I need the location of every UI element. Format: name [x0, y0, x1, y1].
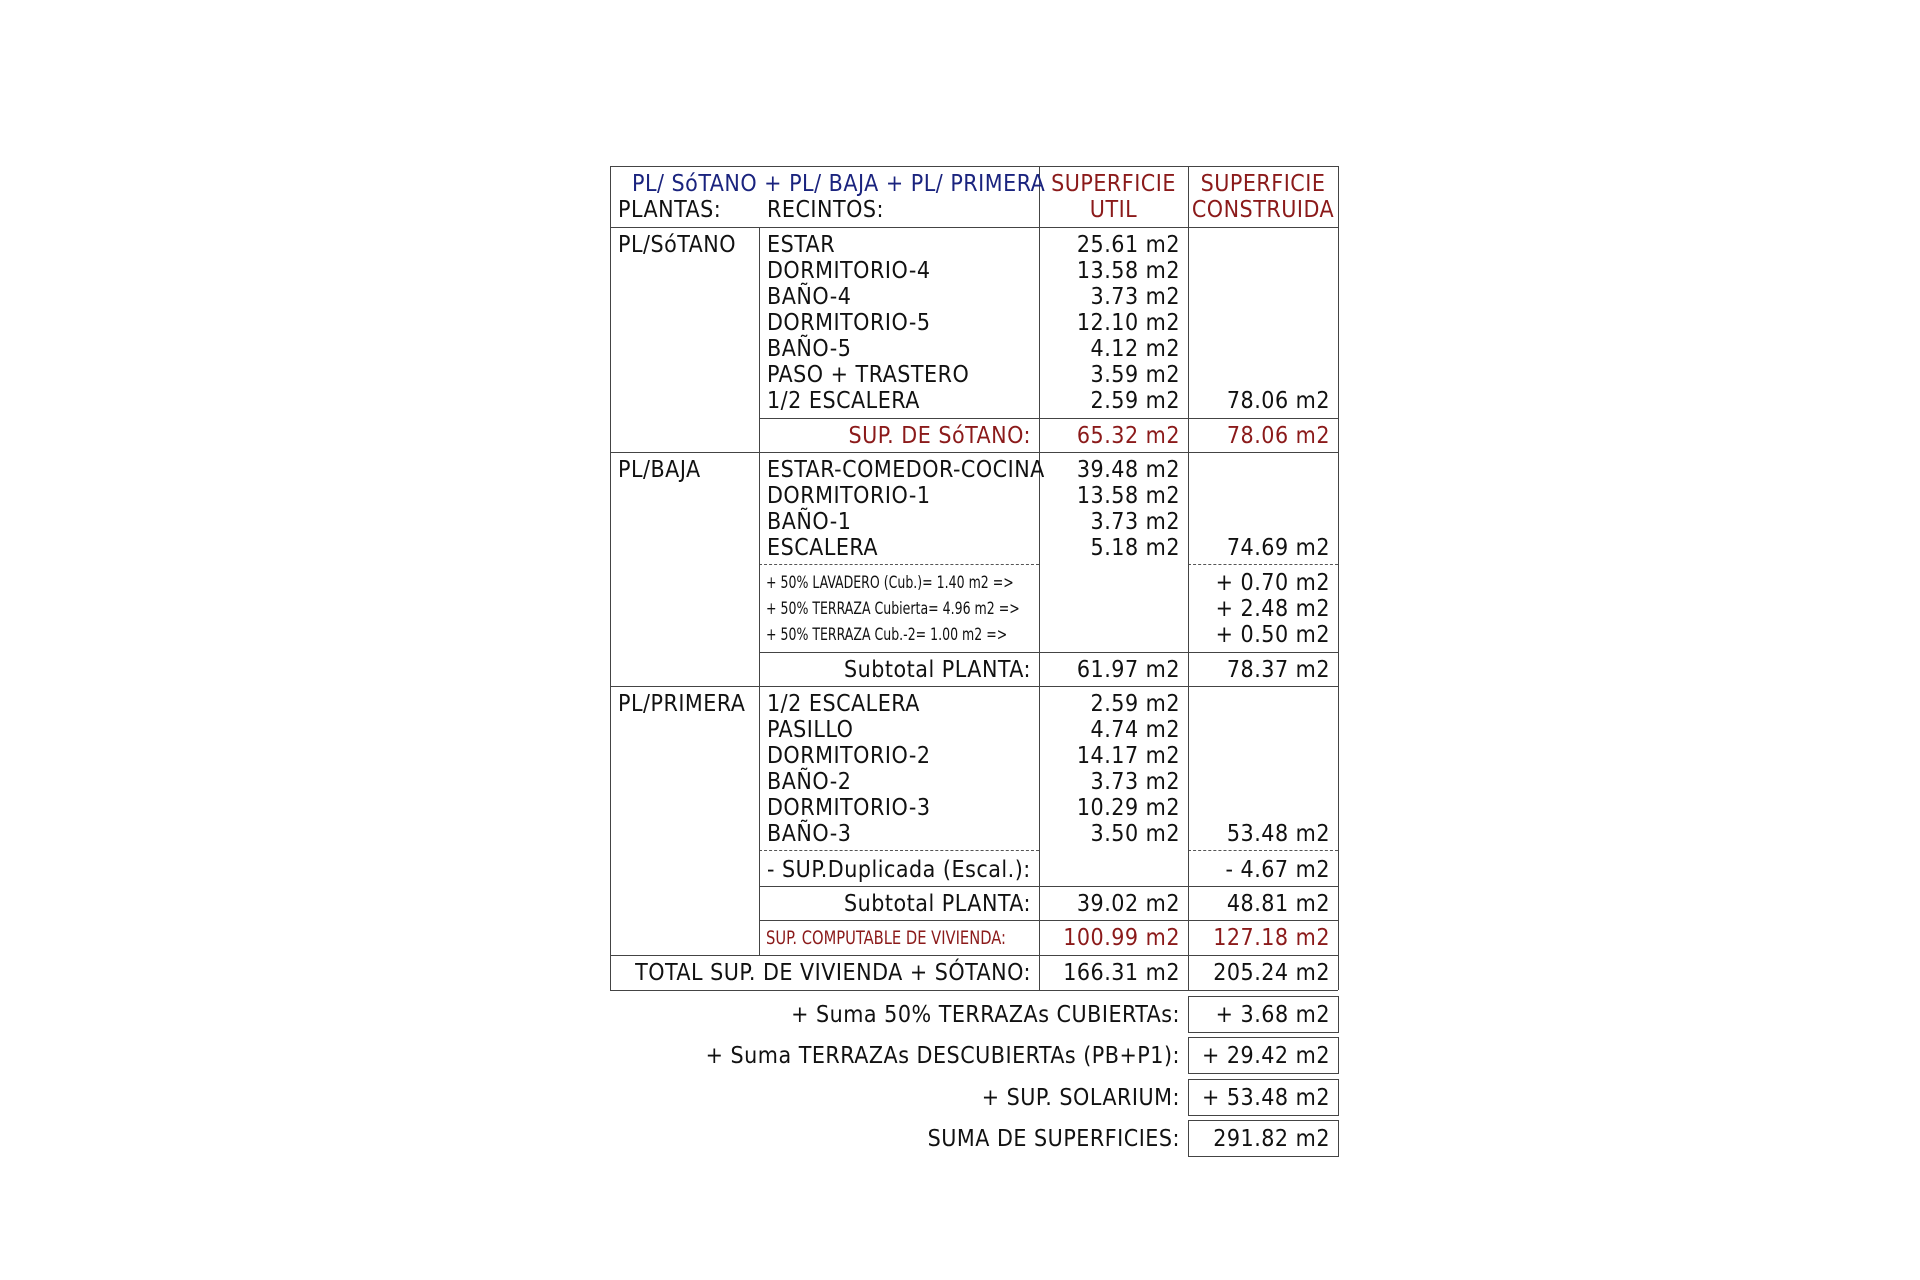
util-value: 2.59 m2 [1090, 388, 1180, 414]
room-name: 1/2 ESCALERA [767, 691, 920, 717]
baja-room-list [767, 457, 1045, 561]
room-name: 1/2 ESCALERA [767, 388, 920, 414]
grid-line [610, 227, 1338, 228]
util-value: 3.73 m2 [1090, 509, 1180, 535]
header-const-2: CONSTRUIDA [1191, 197, 1335, 223]
grid-line [1338, 166, 1339, 990]
sotano-total-label: SUP. DE SóTANO: [848, 423, 1031, 449]
summary-value-suma: 291.82 m2 [1213, 1126, 1330, 1152]
room-name: DORMITORIO-1 [767, 483, 931, 509]
sotano-construida: 78.06 m2 [1226, 388, 1330, 414]
room-name: BAÑO-2 [767, 769, 852, 795]
primera-subtotal-const: 48.81 m2 [1226, 891, 1330, 917]
grid-line [759, 418, 1338, 419]
floor-label-sotano: PL/SóTANO [618, 232, 737, 258]
summary-label-terrazas-cubiertas: + Suma 50% TERRAZAs CUBIERTAs: [791, 1002, 1180, 1028]
grid-line [610, 686, 1338, 687]
primera-util-list [1039, 691, 1180, 847]
baja-extras-list [766, 570, 1075, 648]
summary-value-terrazas-descubiertas: + 29.42 m2 [1201, 1043, 1330, 1069]
grid-line [610, 955, 1338, 956]
grid-line [759, 652, 1338, 653]
room-name: DORMITORIO-2 [767, 743, 931, 769]
util-value: 3.59 m2 [1090, 362, 1180, 388]
baja-subtotal-util: 61.97 m2 [1076, 657, 1180, 683]
grid-line [610, 452, 1338, 453]
util-value: 13.58 m2 [1076, 483, 1180, 509]
summary-value-solarium: + 53.48 m2 [1201, 1085, 1330, 1111]
floor-label-primera: PL/PRIMERA [618, 691, 746, 717]
dashed-line [759, 564, 1039, 565]
sotano-room-list [767, 232, 969, 414]
grid-line [759, 227, 760, 955]
grid-line [759, 920, 1338, 921]
summary-label-solarium: + SUP. SOLARIUM: [981, 1085, 1180, 1111]
grid-line [610, 990, 1338, 991]
room-name: PASILLO [767, 717, 854, 743]
room-name: PASO + TRASTERO [767, 362, 970, 388]
room-name: ESCALERA [767, 535, 879, 561]
header-const-1: SUPERFICIE [1200, 171, 1326, 197]
primera-subtotal-label: Subtotal PLANTA: [844, 891, 1031, 917]
util-value: 10.29 m2 [1076, 795, 1180, 821]
primera-dup-const: - 4.67 m2 [1225, 857, 1330, 883]
grid-line [759, 886, 1338, 887]
extra-item: + 50% LAVADERO (Cub.)= 1.40 m2 => [766, 573, 1014, 593]
primera-construida: 53.48 m2 [1226, 821, 1330, 847]
baja-subtotal-label: Subtotal PLANTA: [844, 657, 1031, 683]
room-name: BAÑO-3 [767, 821, 852, 847]
total-label: TOTAL SUP. DE VIVIENDA + SÓTANO: [635, 960, 1031, 986]
header-util-2: UTIL [1089, 197, 1138, 223]
extra-item: + 50% TERRAZA Cubierta= 4.96 m2 => [766, 599, 1020, 619]
summary-label-suma: SUMA DE SUPERFICIES: [927, 1126, 1180, 1152]
primera-subtotal-util: 39.02 m2 [1076, 891, 1180, 917]
extra-const-value: + 0.50 m2 [1215, 622, 1330, 648]
baja-construida: 74.69 m2 [1226, 535, 1330, 561]
total-const: 205.24 m2 [1213, 960, 1330, 986]
computable-label: SUP. COMPUTABLE DE VIVIENDA: [766, 927, 1006, 949]
header-recintos: RECINTOS: [767, 197, 885, 223]
util-value: 3.73 m2 [1090, 284, 1180, 310]
dashed-line [759, 850, 1039, 851]
primera-room-list [767, 691, 931, 847]
room-name: ESTAR-COMEDOR-COCINA [767, 457, 1045, 483]
dashed-line [1188, 564, 1338, 565]
sotano-total-const: 78.06 m2 [1226, 423, 1330, 449]
computable-util: 100.99 m2 [1063, 925, 1180, 951]
grid-line [610, 166, 1338, 167]
summary-value-terrazas-cubiertas: + 3.68 m2 [1215, 1002, 1330, 1028]
util-value: 12.10 m2 [1076, 310, 1180, 336]
room-name: DORMITORIO-4 [767, 258, 931, 284]
baja-util-list [1039, 457, 1180, 561]
util-value: 4.12 m2 [1090, 336, 1180, 362]
util-value: 3.50 m2 [1090, 821, 1180, 847]
util-value: 14.17 m2 [1076, 743, 1180, 769]
baja-subtotal-const: 78.37 m2 [1226, 657, 1330, 683]
computable-const: 127.18 m2 [1213, 925, 1330, 951]
total-util: 166.31 m2 [1063, 960, 1180, 986]
util-value: 13.58 m2 [1076, 258, 1180, 284]
extra-item: + 50% TERRAZA Cub.-2= 1.00 m2 => [766, 625, 1008, 645]
header-plantas: PLANTAS: [618, 197, 722, 223]
grid-line [610, 166, 611, 990]
room-name: DORMITORIO-5 [767, 310, 931, 336]
baja-extras-const [1188, 570, 1330, 648]
room-name: ESTAR [767, 232, 836, 258]
util-value: 25.61 m2 [1076, 232, 1180, 258]
sotano-util-list [1039, 232, 1180, 414]
room-name: BAÑO-5 [767, 336, 852, 362]
room-name: BAÑO-1 [767, 509, 852, 535]
table-title: PL/ SóTANO + PL/ BAJA + PL/ PRIMERA [632, 171, 1046, 197]
util-value: 2.59 m2 [1090, 691, 1180, 717]
header-util-1: SUPERFICIE [1051, 171, 1176, 197]
room-name: DORMITORIO-3 [767, 795, 931, 821]
primera-dup-label: - SUP.Duplicada (Escal.): [767, 857, 1031, 883]
util-value: 39.48 m2 [1076, 457, 1180, 483]
floor-label-baja: PL/BAJA [618, 457, 701, 483]
extra-const-value: + 0.70 m2 [1215, 570, 1330, 596]
util-value: 4.74 m2 [1090, 717, 1180, 743]
util-value: 3.73 m2 [1090, 769, 1180, 795]
sotano-total-util: 65.32 m2 [1076, 423, 1180, 449]
room-name: BAÑO-4 [767, 284, 852, 310]
util-value: 5.18 m2 [1090, 535, 1180, 561]
dashed-line [1188, 850, 1338, 851]
summary-label-terrazas-descubiertas: + Suma TERRAZAs DESCUBIERTAs (PB+P1): [705, 1043, 1180, 1069]
extra-const-value: + 2.48 m2 [1215, 596, 1330, 622]
